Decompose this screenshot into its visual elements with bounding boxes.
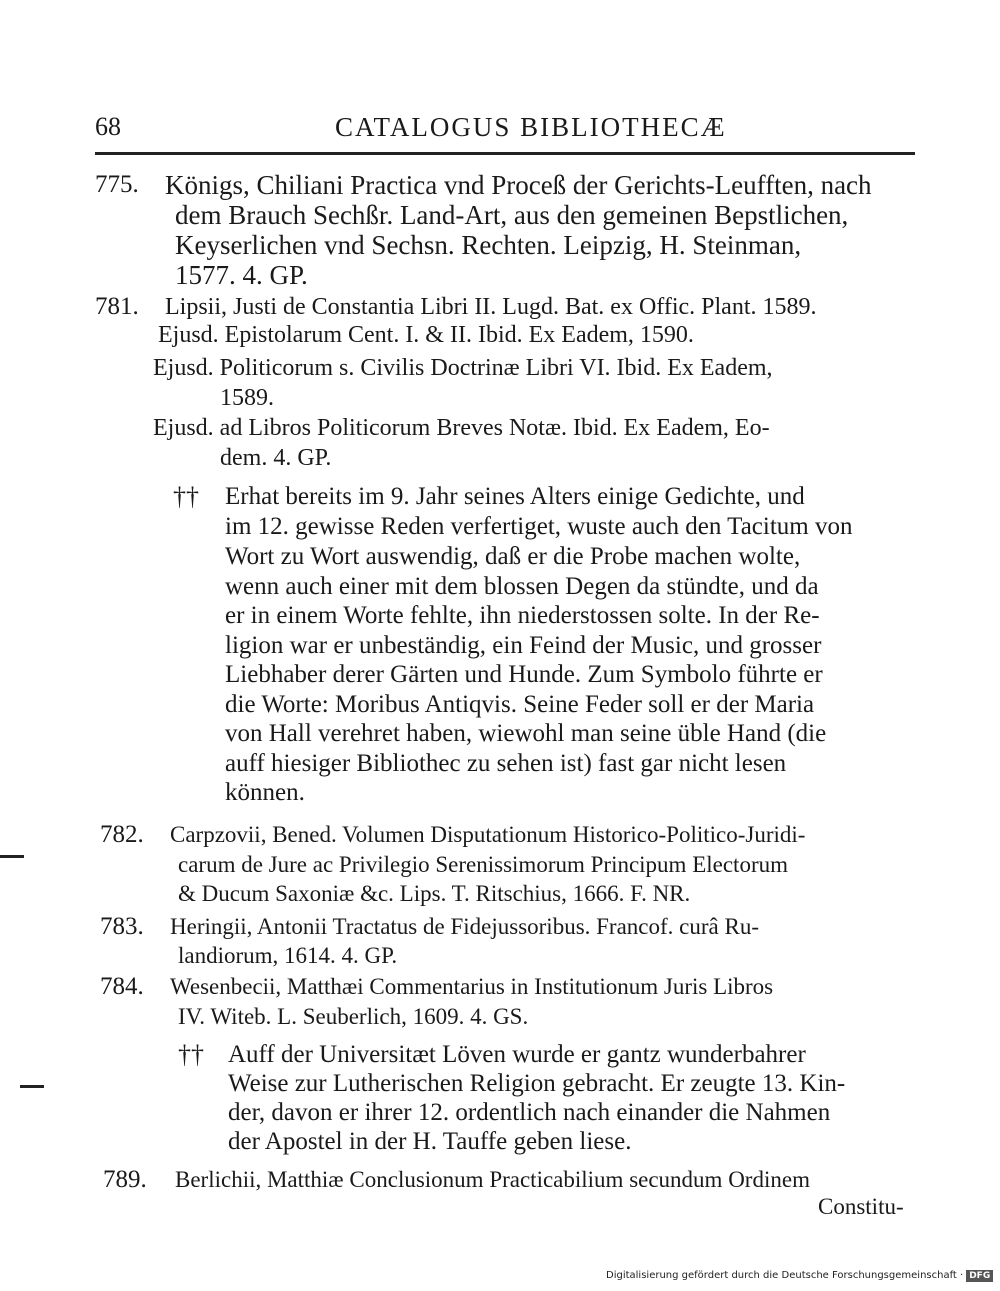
note-dagger: †† [178, 1040, 204, 1069]
header-rule [95, 152, 915, 155]
note-line: Wort zu Wort auswendig, daß er die Probe machen wolte, [225, 543, 801, 570]
entry-line: carum de Jure ac Privilegio Serenissimorum Principum Electorum [178, 852, 788, 877]
entry-line: Constitu- [818, 1194, 904, 1219]
note-line: im 12. gewisse Reden verfertiget, wuste auch den Tacitum von [225, 513, 853, 540]
footer-text: Digitalisierung gefördert durch die Deutsche Forschungsgemeinschaft · [606, 1270, 964, 1281]
margin-mark [20, 1085, 44, 1088]
note-line: Erhat bereits im 9. Jahr seines Alters einige Gedichte, und [225, 483, 805, 510]
entry-line: Ejusd. ad Libros Politicorum Breves Notæ. Ibid. Ex Eadem, Eo- [153, 415, 770, 441]
entry-line: Ejusd. Epistolarum Cent. I. & II. Ibid. Ex Eadem, 1590. [158, 322, 694, 348]
entry-line: Königs, Chiliani Practica vnd Proceß der Gerichts-Leufften, nach [165, 170, 872, 200]
dfg-logo: DFG [966, 1270, 993, 1282]
note-line: Auff der Universitæt Löven wurde er gantz wunderbahrer [228, 1041, 806, 1068]
entry-line: dem. 4. GP. [220, 445, 332, 471]
note-line: der, davon er ihrer 12. ordentlich nach einander die Nahmen [228, 1099, 831, 1126]
entry-line: Keyserlichen vnd Sechsn. Rechten. Leipzig, H. Steinman, [175, 230, 802, 260]
page-number: 68 [95, 112, 121, 141]
note-line: er in einem Worte fehlte, ihn niederstossen solte. In der Re- [225, 602, 820, 629]
note-line: Weise zur Lutherischen Religion gebracht. Er zeugte 13. Kin- [228, 1070, 846, 1097]
note-dagger: †† [173, 482, 199, 511]
running-title: CATALOGUS BIBLIOTHECÆ [335, 112, 727, 142]
entry-line: Lipsii, Justi de Constantia Libri II. Lugd. Bat. ex Offic. Plant. 1589. [165, 294, 817, 320]
entry-line: Berlichii, Matthiæ Conclusionum Practicabilium secundum Ordinem [175, 1167, 810, 1192]
entry-number: 789. [103, 1166, 147, 1193]
note-line: wenn auch einer mit dem blossen Degen da stündte, und da [225, 573, 819, 600]
entry-number: 784. [100, 973, 144, 1000]
entry-line: dem Brauch Sechßr. Land-Art, aus den gemeinen Bepstlichen, [175, 200, 849, 230]
entry-line: Carpzovii, Bened. Volumen Disputationum Historico-Politico-Juridi- [170, 822, 806, 847]
entry-line: & Ducum Saxoniæ &c. Lips. T. Ritschius, 1666. F. NR. [178, 881, 691, 906]
margin-mark [0, 855, 24, 858]
entry-line: 1589. [220, 385, 274, 411]
entry-line: 1577. 4. GP. [175, 260, 308, 290]
entry-line: Wesenbecii, Matthæi Commentarius in Institutionum Juris Libros [170, 974, 774, 999]
note-line: der Apostel in der H. Tauffe geben liese. [228, 1128, 632, 1155]
entry-line: IV. Witeb. L. Seuberlich, 1609. 4. GS. [178, 1004, 529, 1029]
note-line: die Worte: Moribus Antiqvis. Seine Feder soll er der Maria [225, 691, 815, 718]
entry-number: 782. [100, 821, 144, 848]
note-line: Liebhaber derer Gärten und Hunde. Zum Symbolo führte er [225, 661, 823, 688]
note-line: auff hiesiger Bibliothec zu sehen ist) fast gar nicht lesen [225, 750, 787, 777]
note-line: können. [225, 779, 305, 806]
digitization-footer [606, 1270, 993, 1282]
entry-line: Heringii, Antonii Tractatus de Fidejussoribus. Francof. curâ Ru- [170, 914, 759, 939]
entry-line: landiorum, 1614. 4. GP. [178, 943, 398, 968]
entry-number: 783. [100, 913, 144, 940]
note-line: von Hall verehret haben, wiewohl man seine üble Hand (die [225, 720, 827, 747]
entry-number: 781. [95, 293, 139, 320]
note-line: ligion war er unbeständig, ein Feind der Music, und grosser [225, 632, 822, 659]
entry-line: Ejusd. Politicorum s. Civilis Doctrinæ Libri VI. Ibid. Ex Eadem, [153, 355, 773, 381]
entry-number: 775. [95, 171, 139, 198]
page-header [95, 112, 925, 152]
